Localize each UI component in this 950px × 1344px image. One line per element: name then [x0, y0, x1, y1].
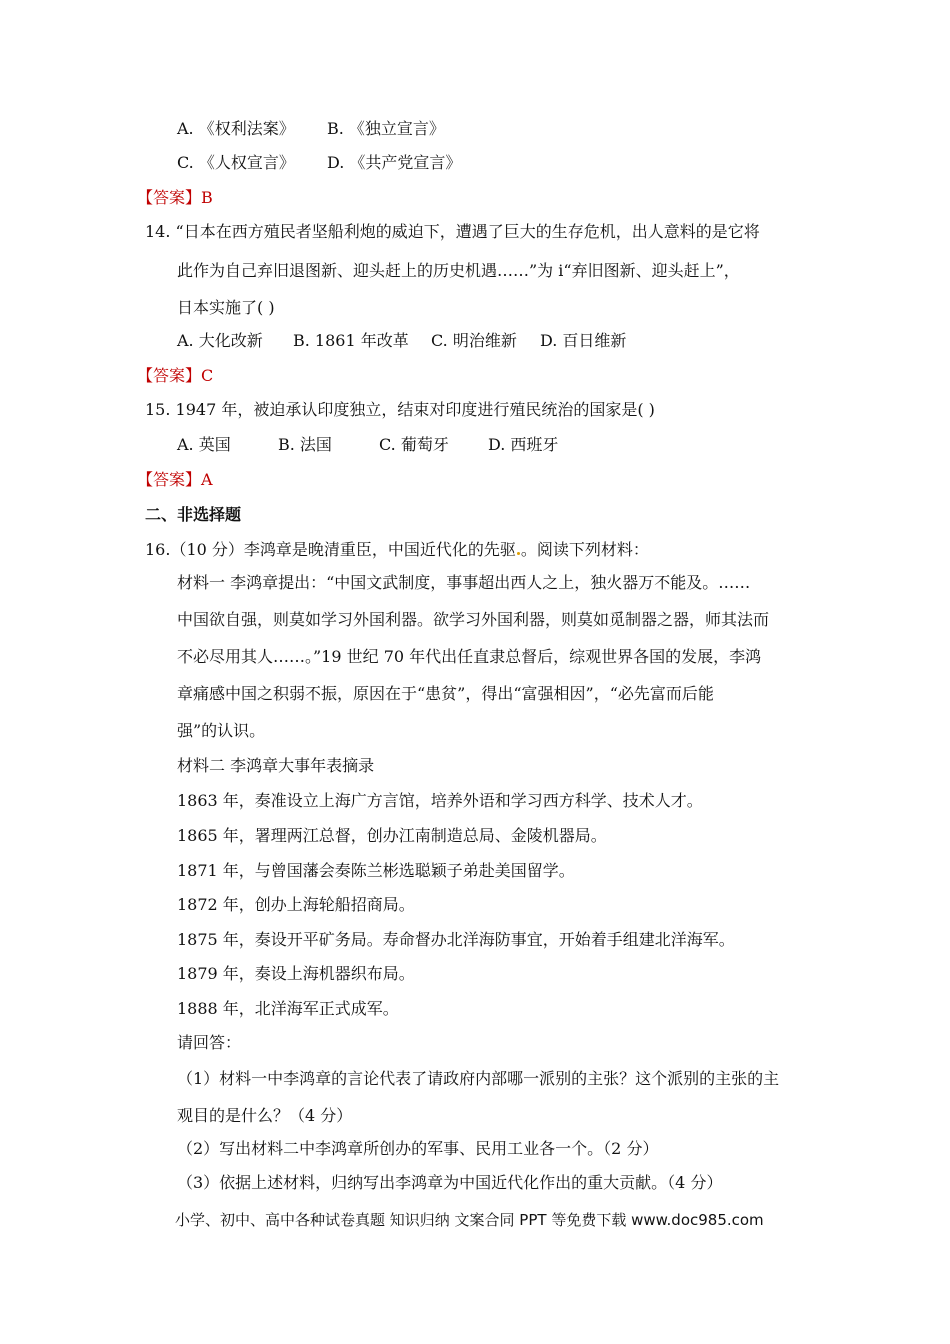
q14-option-b: B. 1861 年改革: [293, 331, 409, 350]
material1-line5: 强”的认识。: [177, 721, 266, 740]
q14-stem-line1: 14. “日本在西方殖民者坚船利炮的威迫下，遭遇了巨大的生存危机，出人意料的是它将: [145, 222, 760, 241]
q13-answer: [137, 187, 213, 209]
sub-question-1-line2: 观目的是什么？（4 分）: [177, 1106, 353, 1125]
sub-question-3: （3）依据上述材料，归纳写出李鸿章为中国近代化作出的重大贡献。（4 分）: [177, 1173, 723, 1192]
footer-text: 小学、初中、高中各种试卷真题 知识归纳 文案合同 PPT 等免费下载 www.doc985.com: [175, 1211, 764, 1229]
material1-line4: 章痛感中国之积弱不振，原因在于“患贫”，得出“富强相因”，“必先富而后能: [177, 684, 714, 703]
answer-value: B: [201, 188, 213, 207]
section-title: 二、非选择题: [145, 505, 242, 524]
q14-option-d: D. 百日维新: [540, 331, 627, 350]
q13-option-b: B. 《独立宣言》: [327, 119, 445, 138]
material1-line2: 中国欲自强，则莫如学习外国利器。欲学习外国利器，则莫如觅制器之器，师其法而: [177, 610, 770, 629]
sub-question-2: （2）写出材料二中李鸿章所创办的军事、民用工业各一个。（2 分）: [177, 1139, 659, 1158]
event-item: 1888 年，北洋海军正式成军。: [177, 999, 399, 1018]
sub-question-1-line1: （1）材料一中李鸿章的言论代表了请政府内部哪一派别的主张？这个派别的主张的主: [177, 1069, 780, 1088]
q13-options-row2: [177, 152, 461, 174]
q15-option-a: A. 英国: [177, 435, 231, 454]
event-item: 1879 年，奏设上海机器织布局。: [177, 964, 415, 983]
q15-option-b: B. 法国: [278, 435, 332, 454]
q16-intro-part1: 16.（10 分）李鸿章是晚清重臣，中国近代化的先驱: [145, 540, 516, 559]
event-item: 1875 年，奏设开平矿务局。寿命督办北洋海防事宜，开始着手组建北洋海军。: [177, 930, 735, 949]
q15-option-d: D. 西班牙: [488, 435, 559, 454]
q15-option-c: C. 葡萄牙: [379, 435, 449, 454]
q15-answer: [137, 469, 213, 491]
q13-options-row1: [177, 118, 445, 140]
q14-stem-line3: 日本实施了( ): [177, 298, 275, 317]
q14-option-c: C. 明治维新: [431, 331, 517, 350]
material1-line3: 不必尽用其人……。”19 世纪 70 年代出任直隶总督后，综观世界各国的发展，李鸿: [177, 647, 762, 666]
q14-option-a: A. 大化改新: [177, 331, 263, 350]
event-item: 1871 年，与曾国藩会奏陈兰彬选聪颖子弟赴美国留学。: [177, 861, 575, 880]
q16-intro: [145, 539, 649, 561]
answer-label: 【答案】: [137, 470, 202, 489]
q14-answer: [137, 365, 213, 387]
event-item: 1863 年，奏准设立上海广方言馆，培养外语和学习西方科学、技术人才。: [177, 791, 703, 810]
event-item: 1872 年，创办上海轮船招商局。: [177, 895, 415, 914]
answer-label: 【答案】: [137, 188, 202, 207]
answer-prompt: 请回答：: [177, 1033, 242, 1052]
event-item: 1865 年，署理两江总督，创办江南制造总局、金陵机器局。: [177, 826, 607, 845]
q13-option-a: A. 《权利法案》: [177, 119, 295, 138]
answer-value: A: [201, 470, 213, 489]
q13-option-c: C. 《人权宣言》: [177, 153, 295, 172]
q14-stem-line2: 此作为自己弃旧退图新、迎头赶上的历史机遇……”为 i“弃旧图新、迎头赶上”，: [177, 261, 740, 280]
material2-title: 材料二 李鸿章大事年表摘录: [177, 756, 375, 775]
q14-options: [177, 330, 626, 352]
q15-options: [177, 434, 558, 456]
q15-stem: 15. 1947 年，被迫承认印度独立，结束对印度进行殖民统治的国家是( ): [145, 400, 655, 419]
answer-label: 【答案】: [137, 366, 202, 385]
q13-option-d: D. 《共产党宣言》: [327, 153, 462, 172]
q16-intro-part2: 。阅读下列材料：: [520, 540, 649, 559]
material1-line1: 材料一 李鸿章提出：“中国文武制度，事事超出西人之上，独火器万不能及。……: [177, 573, 751, 592]
mark-dot-icon: [517, 552, 520, 555]
answer-value: C: [201, 366, 214, 385]
